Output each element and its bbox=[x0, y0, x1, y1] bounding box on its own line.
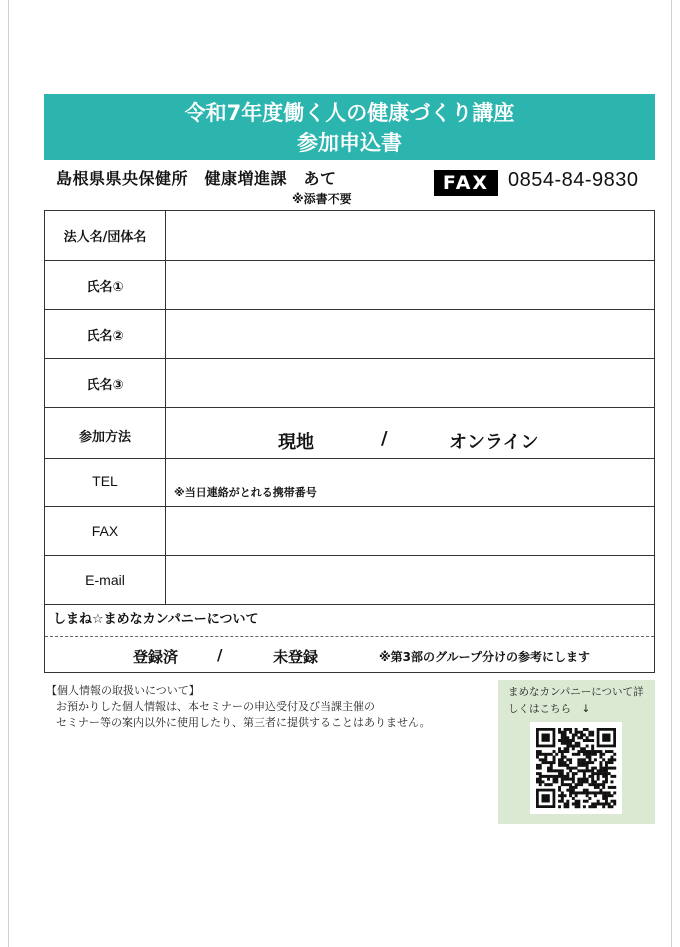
row-name-1 bbox=[45, 261, 655, 310]
title-line2: 参加申込書 bbox=[297, 131, 402, 155]
privacy-heading: 【個人情報の取扱いについて】 bbox=[46, 684, 200, 697]
privacy-line-2: セミナー等の案内以外に使用したり、第三者に提供することはありません。 bbox=[56, 716, 431, 729]
mamena-options bbox=[45, 637, 654, 672]
label-name-2: 氏名② bbox=[45, 310, 166, 359]
qr-code-icon[interactable] bbox=[530, 722, 622, 814]
field-organization[interactable] bbox=[166, 211, 655, 261]
label-organization: 法人名/団体名 bbox=[45, 211, 166, 261]
registration-separator: / bbox=[217, 646, 223, 664]
row-organization bbox=[45, 211, 655, 261]
mamena-section bbox=[44, 603, 655, 673]
qr-code-svg bbox=[530, 722, 622, 814]
label-email: E-mail bbox=[45, 556, 166, 605]
label-method: 参加方法 bbox=[45, 408, 166, 459]
privacy-line-1: お預かりした個人情報は、本セミナーの申込受付及び当課主催の bbox=[56, 700, 375, 713]
method-separator: / bbox=[381, 428, 388, 449]
row-tel bbox=[45, 459, 655, 507]
mamena-heading: しまね☆まめなカンパニーについて bbox=[45, 603, 654, 637]
method-onsite-option[interactable]: 現地 bbox=[278, 432, 314, 453]
registered-option[interactable]: 登録済 bbox=[133, 648, 179, 666]
title-band bbox=[44, 94, 655, 160]
method-online-option[interactable]: オンライン bbox=[449, 432, 539, 453]
tel-note: ※当日連絡がとれる携帯番号 bbox=[174, 486, 317, 499]
label-name-3: 氏名③ bbox=[45, 359, 166, 408]
label-name-1: 氏名① bbox=[45, 261, 166, 310]
fax-number: 0854-84-9830 bbox=[508, 169, 639, 191]
row-method bbox=[45, 408, 655, 459]
row-name-3 bbox=[45, 359, 655, 408]
fax-label: FAX bbox=[434, 170, 498, 196]
qr-panel bbox=[498, 680, 655, 824]
field-name-2[interactable] bbox=[166, 310, 655, 359]
attachment-note: ※添書不要 bbox=[292, 192, 352, 206]
field-name-3[interactable] bbox=[166, 359, 655, 408]
title-line1: 令和7年度働く人の健康づくり講座 bbox=[184, 101, 515, 125]
row-email bbox=[45, 556, 655, 605]
label-fax: FAX bbox=[45, 507, 166, 556]
field-tel[interactable] bbox=[166, 459, 655, 507]
application-form bbox=[44, 210, 655, 605]
field-method bbox=[166, 408, 655, 459]
privacy-notice bbox=[46, 683, 431, 731]
field-email[interactable] bbox=[166, 556, 655, 605]
row-fax bbox=[45, 507, 655, 556]
unregistered-option[interactable]: 未登録 bbox=[273, 648, 319, 666]
destination-text: 島根県県央保健所 健康増進課 あて bbox=[56, 169, 337, 188]
row-name-2 bbox=[45, 310, 655, 359]
field-name-1[interactable] bbox=[166, 261, 655, 310]
registration-note: ※第3部のグループ分けの参考にします bbox=[379, 650, 591, 664]
label-tel: TEL bbox=[45, 459, 166, 507]
field-fax[interactable] bbox=[166, 507, 655, 556]
qr-text: まめなカンパニーについて詳しくはこちら ↓ bbox=[508, 686, 644, 715]
